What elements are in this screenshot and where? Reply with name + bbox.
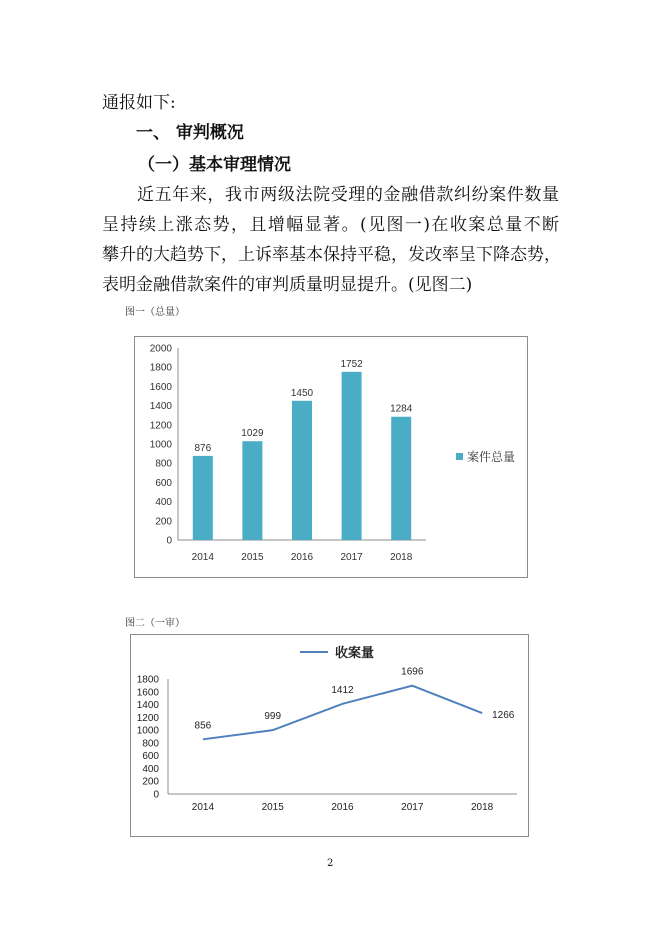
y-tick-label: 1800 <box>136 674 159 686</box>
x-tick-label: 2018 <box>470 802 494 813</box>
figure1-caption: 图一（总量） <box>125 307 185 318</box>
data-label: 856 <box>194 720 212 732</box>
y-tick-label: 1800 <box>149 362 172 374</box>
x-tick-label: 2018 <box>390 552 413 563</box>
y-tick-label: 1000 <box>136 725 159 737</box>
y-tick-label: 1600 <box>136 687 159 699</box>
x-tick-label: 2014 <box>191 552 214 563</box>
bar <box>292 401 312 540</box>
paragraph-line: 表明金融借款案件的审判质量明显提升。(见图二) <box>102 275 473 295</box>
data-label: 1696 <box>401 666 424 678</box>
y-tick-label: 0 <box>153 789 159 801</box>
x-tick-label: 2017 <box>340 552 363 563</box>
chart-frame <box>131 635 529 837</box>
paragraph-line: 攀升的大趋势下，上诉率基本保持平稳，发改率呈下降态势， <box>102 245 561 265</box>
data-label: 1412 <box>331 684 354 696</box>
legend-label: 案件总量 <box>467 450 516 464</box>
y-tick-label: 2000 <box>149 343 172 355</box>
x-tick-label: 2017 <box>401 802 424 813</box>
y-tick-label: 600 <box>155 477 172 489</box>
y-tick-label: 600 <box>142 751 159 763</box>
data-label: 1752 <box>340 358 363 370</box>
y-tick-label: 0 <box>166 535 172 547</box>
paragraph-line: 近五年来，我市两级法院受理的金融借款纠纷案件数量 <box>137 185 559 205</box>
data-label: 1284 <box>390 403 413 415</box>
y-tick-label: 1200 <box>136 712 159 724</box>
y-tick-label: 800 <box>155 458 172 470</box>
subsection-heading: （一）基本审理情况 <box>138 155 291 175</box>
data-label: 1029 <box>241 428 264 440</box>
x-tick-label: 2016 <box>331 802 354 813</box>
data-label: 999 <box>264 711 282 723</box>
y-tick-label: 200 <box>142 776 159 788</box>
legend-swatch <box>456 453 463 460</box>
y-tick-label: 200 <box>155 516 172 528</box>
x-tick-label: 2016 <box>290 552 314 563</box>
legend-label: 收案量 <box>335 645 375 660</box>
section-heading: 一、 审判概况 <box>136 123 244 143</box>
intro-line: 通报如下: <box>102 93 176 113</box>
y-tick-label: 400 <box>142 763 159 775</box>
bar-chart <box>134 336 528 578</box>
y-tick-label: 1000 <box>149 439 172 451</box>
y-tick-label: 1400 <box>149 401 172 413</box>
y-tick-label: 800 <box>142 738 159 750</box>
paragraph-line: 呈持续上涨态势，且增幅显著。(见图一)在收案总量不断 <box>102 215 559 235</box>
y-tick-label: 1200 <box>149 420 172 432</box>
bar <box>242 441 262 540</box>
data-label: 876 <box>194 442 212 454</box>
bar <box>193 456 213 540</box>
y-tick-label: 400 <box>155 497 172 509</box>
figure2-caption: 图二（一审） <box>125 618 185 629</box>
data-label: 1450 <box>290 387 314 399</box>
x-tick-label: 2015 <box>261 802 284 813</box>
y-tick-label: 1400 <box>136 700 159 712</box>
x-tick-label: 2014 <box>191 802 215 813</box>
bar <box>391 417 411 540</box>
data-label: 1266 <box>492 710 515 722</box>
y-tick-label: 1600 <box>149 381 172 393</box>
page-number: 2 <box>327 858 334 869</box>
x-tick-label: 2015 <box>241 552 264 563</box>
bar <box>342 372 362 540</box>
line-chart <box>130 634 529 837</box>
